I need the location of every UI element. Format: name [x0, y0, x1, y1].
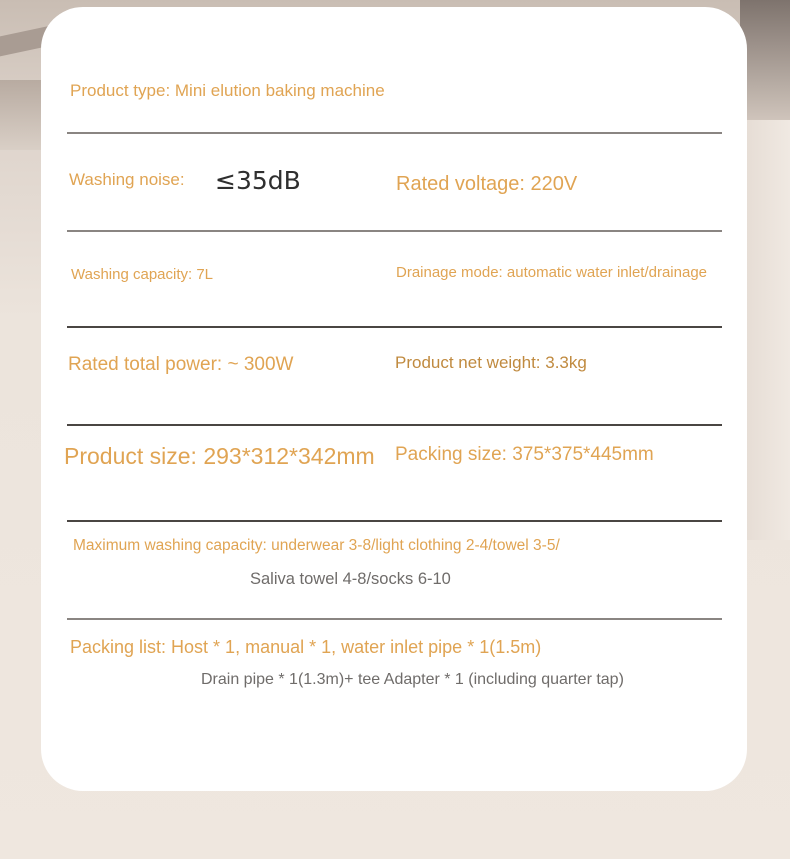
packing-list-line1: Packing list: Host * 1, manual * 1, water inlet pipe * 1(1.5m)	[70, 637, 542, 657]
divider	[67, 132, 722, 134]
washing-noise-label: Washing noise:	[69, 170, 185, 189]
packing-list-line2: Drain pipe * 1(1.3m)+ tee Adapter * 1 (including quarter tap)	[201, 671, 624, 688]
washing-noise-value: ≤35dB	[215, 166, 301, 195]
divider	[67, 618, 722, 620]
washing-capacity: Washing capacity: 7L	[71, 266, 214, 283]
drainage-mode: Drainage mode: automatic water inlet/drainage	[396, 264, 708, 281]
product-size: Product size: 293*312*342mm	[64, 443, 375, 469]
product-type: Product type: Mini elution baking machine	[70, 81, 385, 100]
rated-total-power: Rated total power: ~ 300W	[68, 354, 294, 375]
background-beam	[746, 120, 790, 540]
divider	[67, 424, 722, 426]
divider	[67, 230, 722, 232]
rated-voltage: Rated voltage: 220V	[396, 173, 578, 195]
divider	[67, 326, 722, 328]
max-washing-capacity-line1: Maximum washing capacity: underwear 3-8/light clothing 2-4/towel 3-5/	[73, 537, 560, 554]
packing-size: Packing size: 375*375*445mm	[395, 444, 654, 465]
net-weight: Product net weight: 3.3kg	[395, 353, 587, 372]
spec-card	[41, 7, 747, 791]
divider	[67, 520, 722, 522]
max-washing-capacity-line2: Saliva towel 4-8/socks 6-10	[250, 570, 451, 588]
background-beam	[740, 0, 790, 120]
